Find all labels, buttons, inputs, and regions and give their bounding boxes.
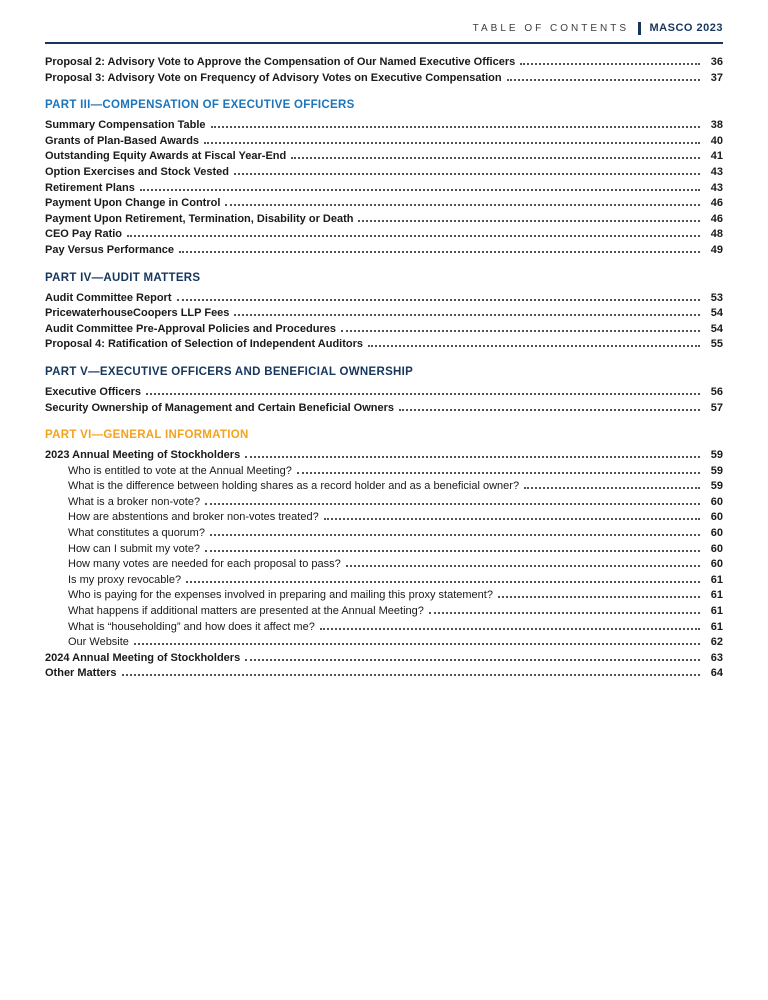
toc-entry-title: Proposal 3: Advisory Vote on Frequency of Advisory Votes on Executive Compensation (45, 71, 502, 84)
toc-entry-title: Other Matters (45, 667, 117, 680)
toc-entry-page: 61 (710, 573, 723, 586)
section-heading: PART VI—GENERAL INFORMATION (45, 429, 249, 442)
toc-entry-title: What happens if additional matters are presented at the Annual Meeting? (68, 605, 424, 618)
header-divider (638, 22, 641, 35)
toc-entry-page: 60 (710, 511, 723, 524)
toc-entry-title: Pay Versus Performance (45, 243, 175, 256)
dot-leader (210, 534, 700, 536)
toc-entry-title: Proposal 2: Advisory Vote to Approve the Compensation of Our Named Executive Officers (45, 56, 516, 68)
toc-entry (45, 651, 723, 667)
dot-leader (205, 550, 700, 552)
toc-entry-page: 60 (710, 495, 723, 508)
toc-list (45, 55, 723, 682)
dot-leader (324, 518, 700, 520)
toc-entry-page: 54 (710, 307, 723, 320)
toc-entry-page: 64 (710, 667, 723, 680)
toc-entry-page: 54 (710, 322, 723, 335)
dot-leader (245, 659, 700, 661)
toc-entry-title: CEO Pay Ratio (45, 228, 123, 241)
toc-entry (45, 588, 723, 604)
toc-entry-title: Summary Compensation Table (45, 119, 206, 132)
dot-leader (204, 142, 700, 144)
toc-entry-title: Audit Committee Report (45, 291, 172, 304)
toc-entry-title: Payment Upon Change in Control (45, 197, 221, 210)
toc-entry-page: 60 (710, 542, 723, 555)
toc-entry-title: Grants of Plan-Based Awards (45, 134, 200, 147)
toc-entry (45, 322, 723, 338)
toc-entry-page: 40 (710, 134, 723, 147)
toc-entry (45, 212, 723, 228)
dot-leader (225, 204, 700, 206)
toc-entry-page: 61 (710, 589, 723, 602)
toc-entry (45, 71, 723, 87)
toc-entry-page: 49 (710, 243, 723, 256)
toc-entry-title: Option Exercises and Stock Vested (45, 165, 230, 178)
toc-entry-title: Security Ownership of Management and Certain Beneficial Owners (45, 401, 395, 414)
dot-leader (320, 628, 700, 630)
toc-entry-page: 55 (710, 338, 723, 351)
toc-entry-title: How can I submit my vote? (68, 542, 201, 555)
toc-entry-page: 57 (710, 401, 723, 414)
toc-entry-page: 59 (710, 480, 723, 493)
toc-entry-page: 38 (710, 119, 723, 132)
toc-entry (45, 196, 723, 212)
toc-entry (45, 385, 723, 401)
dot-leader (177, 299, 701, 301)
dot-leader (498, 596, 700, 598)
toc-entry-title: Who is entitled to vote at the Annual Meeting? (68, 464, 292, 477)
toc-entry-page: 56 (710, 385, 723, 398)
dot-leader (297, 472, 700, 474)
toc-entry (45, 448, 723, 464)
dot-leader (234, 314, 700, 316)
toc-entry-page: 60 (710, 558, 723, 571)
dot-leader (291, 157, 700, 159)
toc-entry (45, 291, 723, 307)
toc-entry (45, 620, 723, 636)
toc-entry (45, 118, 723, 134)
toc-entry (45, 542, 723, 558)
toc-entry (45, 526, 723, 542)
toc-entry (45, 149, 723, 165)
toc-entry-title: PricewaterhouseCoopers LLP Fees (45, 307, 230, 320)
toc-entry (45, 227, 723, 243)
toc-entry (45, 510, 723, 526)
page-header (45, 20, 723, 36)
dot-leader (146, 393, 700, 395)
toc-entry (45, 243, 723, 259)
toc-entry (45, 495, 723, 511)
toc-entry-page: 63 (710, 651, 723, 664)
dot-leader (399, 409, 700, 411)
toc-entry-page: 53 (710, 291, 723, 304)
toc-entry (45, 635, 723, 651)
toc-entry (45, 165, 723, 181)
dot-leader (205, 503, 700, 505)
toc-entry (45, 573, 723, 589)
toc-entry-page: 36 (710, 56, 723, 68)
toc-entry-title: Who is paying for the expenses involved in preparing and mailing this proxy statement? (68, 589, 493, 602)
dot-leader (341, 330, 700, 332)
dot-leader (429, 612, 700, 614)
dot-leader (520, 63, 700, 65)
toc-entry-title: 2024 Annual Meeting of Stockholders (45, 651, 241, 664)
toc-entry-title: Payment Upon Retirement, Termination, Disability or Death (45, 212, 354, 225)
dot-leader (127, 235, 700, 237)
dot-leader (234, 173, 700, 175)
toc-entry-title: Proposal 4: Ratification of Selection of Independent Auditors (45, 338, 364, 351)
toc-entry-title: How many votes are needed for each proposal to pass? (68, 558, 341, 571)
dot-leader (358, 220, 700, 222)
toc-entry-page: 43 (710, 181, 723, 194)
dot-leader (134, 643, 700, 645)
toc-entry (45, 464, 723, 480)
header-brand: MASCO 2023 (649, 22, 723, 34)
toc-entry (45, 479, 723, 495)
toc-entry (45, 604, 723, 620)
toc-entry-page: 62 (710, 636, 723, 649)
toc-entry-page: 46 (710, 197, 723, 210)
toc-entry (45, 666, 723, 682)
toc-entry-page: 61 (710, 605, 723, 618)
dot-leader (122, 674, 700, 676)
dot-leader (140, 189, 700, 191)
toc-entry (45, 337, 723, 353)
dot-leader (368, 345, 700, 347)
toc-entry-page: 61 (710, 620, 723, 633)
toc-entry-page: 43 (710, 165, 723, 178)
toc-entry (45, 55, 723, 71)
toc-entry-title: Is my proxy revocable? (68, 573, 182, 586)
toc-entry (45, 306, 723, 322)
toc-entry-title: How are abstentions and broker non-votes treated? (68, 511, 319, 524)
toc-entry-title: What is the difference between holding shares as a record holder and as a beneficial owner? (68, 480, 520, 493)
toc-entry-title: What constitutes a quorum? (68, 527, 205, 540)
dot-leader (346, 565, 700, 567)
toc-entry-title: 2023 Annual Meeting of Stockholders (45, 449, 241, 462)
section-heading: PART IV—AUDIT MATTERS (45, 271, 201, 284)
toc-entry-title: What is “householding” and how does it affect me? (68, 620, 315, 633)
toc-entry (45, 134, 723, 150)
toc-entry-page: 46 (710, 212, 723, 225)
toc-entry-page: 48 (710, 228, 723, 241)
dot-leader (507, 79, 700, 81)
header-section-label: TABLE OF CONTENTS (472, 22, 630, 34)
toc-entry-page: 41 (710, 150, 723, 163)
toc-entry-title: Executive Officers (45, 385, 141, 398)
toc-entry-page: 59 (710, 449, 723, 462)
toc-entry-title: Audit Committee Pre-Approval Policies and Procedures (45, 322, 336, 335)
dot-leader (179, 251, 700, 253)
toc-entry-page: 37 (710, 71, 723, 84)
section-heading: PART III—COMPENSATION OF EXECUTIVE OFFICERS (45, 99, 355, 112)
toc-entry-page: 60 (710, 527, 723, 540)
toc-entry-title: Outstanding Equity Awards at Fiscal Year-End (45, 150, 287, 163)
section-heading: PART V—EXECUTIVE OFFICERS AND BENEFICIAL OWNERSHIP (45, 365, 414, 378)
dot-leader (524, 487, 700, 489)
dot-leader (186, 581, 700, 583)
toc-entry-title: Retirement Plans (45, 181, 135, 194)
toc-entry-title: Our Website (68, 636, 129, 649)
header-rule (45, 42, 723, 44)
dot-leader (211, 126, 700, 128)
toc-entry (45, 557, 723, 573)
toc-entry (45, 401, 723, 417)
dot-leader (245, 456, 700, 458)
toc-entry-title: What is a broker non-vote? (68, 495, 201, 508)
toc-entry (45, 181, 723, 197)
toc-entry-page: 59 (710, 464, 723, 477)
